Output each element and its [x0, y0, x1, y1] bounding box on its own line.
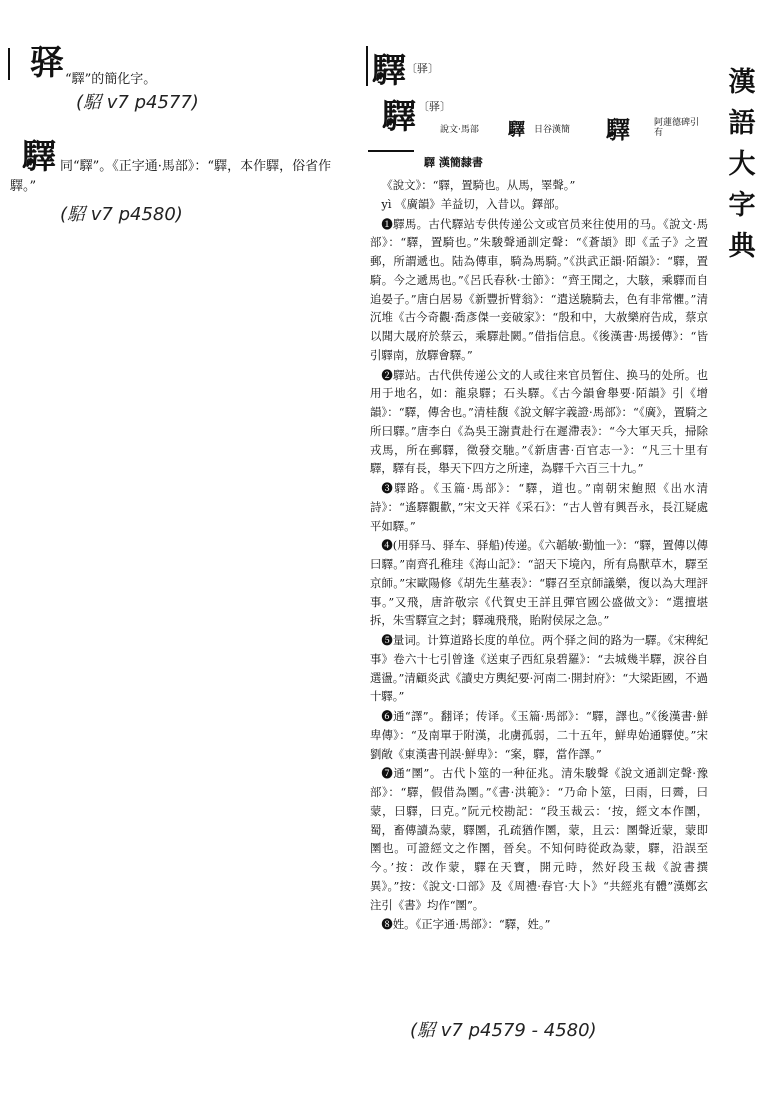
- title-char-5: 典: [728, 231, 756, 262]
- head-char-a: 驛: [372, 51, 406, 91]
- title-char-3: 大: [728, 149, 756, 180]
- entry2-definition: 同“驛”。《正字通·馬部》：“驛，本作驛，俗省作: [60, 159, 332, 174]
- body-sense-4: ❹(用驿马、驿车、驿船)传递。《六韜敏·勤恤一》：“驛，置傳以傳曰驛。”南齊孔稚珪《海山記》：“詔天下境內，所有鳥獸草木，驛至京師。”宋歐陽修《胡先生墓表》：“驛召至京師議樂，復以為大理評事。”又飛，唐許敬宗《代賀史王詳且彈官國公盛做文》：“選擅堪拆，朱雪驛宣之封；驛魂飛飛，貽附侯尿之急。”: [370, 538, 708, 628]
- left-margin-bar-top: [8, 48, 10, 80]
- head-variant-1-char: 驛: [508, 120, 525, 140]
- entry-body: [370, 176, 708, 934]
- title-char-2: 語: [728, 108, 756, 139]
- body-sense-6: ❻通“譯”。翻译；传译。《玉篇·馬部》：“驛，譯也。”《後漢書·鮮卑傳》：“及南單于附漢，北虜孤弱，二十五年，鮮卑始通驛使。”宋劉敞《東漢書刊誤·鮮卑》：“案，驛，當作譯。”: [370, 709, 708, 761]
- body-sense-1: ❶驛馬。古代驛站专供传递公文或官员来往使用的马。《說文·馬部》：“驛，置騎也。”朱駿聲通訓定聲：“《蒼頡》即《孟子》之置郵，所謂遞也。陆為傳車，騎為馬騎。”《洪武正韻·陌韻》：“驛，置騎。今之遞馬也。”《呂氏春秋·士節》：“齊王聞之，大駭，乘驛而自追晏子。”唐白居易《新豐折臂翁》：“遣送驍騎去，色有非常懼。”清沉堆《古今奇觀·喬彥傑一妾破家》：“殷和中，大赦樂府告成，蔡京以聞大晟府於蔡云，乘驛赴闕。”借指信息。《後漢書·馬援傳》：“皆引驛南，放驛會驛。”: [370, 216, 708, 362]
- footer-handwritten-note: (駋 v7 p4579 - 4580): [410, 1020, 597, 1041]
- body-sense-5: ❺量词。计算道路长度的单位。两个驿之间的路为一驛。《宋稗紀事》卷六十七引曾逢《送東子西紅泉碧羅》：“去城幾半驛，淚谷自選盪。”清顧炎武《讀史方輿紀要·河南二·開封府》：“大梁距國，不過十驛。”: [370, 633, 708, 704]
- head-char-b: 驛: [382, 97, 416, 137]
- entry1-handwritten-note: (駋 v7 p4577): [76, 92, 199, 113]
- header-rule: [368, 150, 414, 152]
- entry2-definition-cont: 驛。”: [10, 179, 37, 194]
- body-sense-8: ❽姓。《正字通·馬部》：“驛，姓。”: [381, 917, 551, 932]
- body-sense-2: ❷驛站。古代供传递公文的人或往来官员暂住、换马的处所。也用于地名，如：龍泉驛；石头驛。《古今韻會舉要·陌韻》引《增韻》：“驛，傳舍也。”清桂馥《說文解字義證·馬部》：“《廣》，置騎之所曰驛。”唐李白《為吳王謝責赴行在遲滯表》：“今大軍天兵，掃除戎馬，所在郵驛，徵發交馳。”《新唐書·百官志一》：“凡三十里有驛，驛有長，舉天下四方之所達，為驛千六百三十九。”: [370, 367, 708, 476]
- body-sense-3: ❸驛路。《玉篇·馬部》：“驛，道也。”南朝宋鮑照《出水清詩》：“遙驛觀歡，”宋文天祥《采石》：“古人曾有興吾永，長江疑處平如驛。”: [370, 481, 708, 533]
- title-char-4: 字: [728, 190, 756, 221]
- entry2-handwritten-note: (駋 v7 p4580): [60, 204, 183, 225]
- head-bracket-b: 〔驿〕: [418, 100, 451, 113]
- body-para-1: 《說文》：“驛，置騎也。从馬，睪聲。”: [381, 178, 576, 192]
- head-bracket-a: 〔驿〕: [406, 62, 439, 75]
- entry2-char: 驛: [22, 137, 56, 177]
- head-forms-note: 說文·馬部: [440, 125, 479, 135]
- head-sub-line: 驛 漢簡隸書: [424, 156, 483, 169]
- head-variant-2-char: 驛: [606, 115, 630, 144]
- dictionary-title-vertical: [722, 62, 762, 267]
- entry1-definition: “驛”的簡化字。: [65, 72, 157, 87]
- body-sense-7: ❼通“圛”。古代卜筮的一种征兆。清朱駿聲《說文通訓定聲·豫部》：“驛，假借為圛。”《書·洪範》：“乃命卜筮，曰雨，曰霽，曰蒙，曰驛，曰克。”阮元校勘記：“段玉裁云：‘按，經文本作圛，蜀，畜傳讀為蒙，驛圛，孔疏猶作圛，蒙，且云：圛聲近蒙，蒙即圛也。可證經文之作圛，晉矣。不知何時從政為蒙，驛，沿誤至今。’按：改作蒙，驛在天寶，開元時，然好段玉裁《說書撰異》。”按：《說文·口部》及《周禮·春官·大卜》“共經兆有體”漢鄭玄注引《書》均作“圛”。: [370, 766, 708, 912]
- head-variant-2-note: 阿蓮德碑引有: [654, 118, 700, 138]
- right-margin-bar: [366, 46, 368, 86]
- head-variant-1-note: 日谷漢簡: [534, 125, 571, 135]
- entry1-char: 驿: [30, 43, 64, 83]
- title-char-1: 漢: [728, 67, 756, 98]
- body-para-2: yì 《廣韻》羊益切，入昔以。鐸部。: [381, 196, 566, 211]
